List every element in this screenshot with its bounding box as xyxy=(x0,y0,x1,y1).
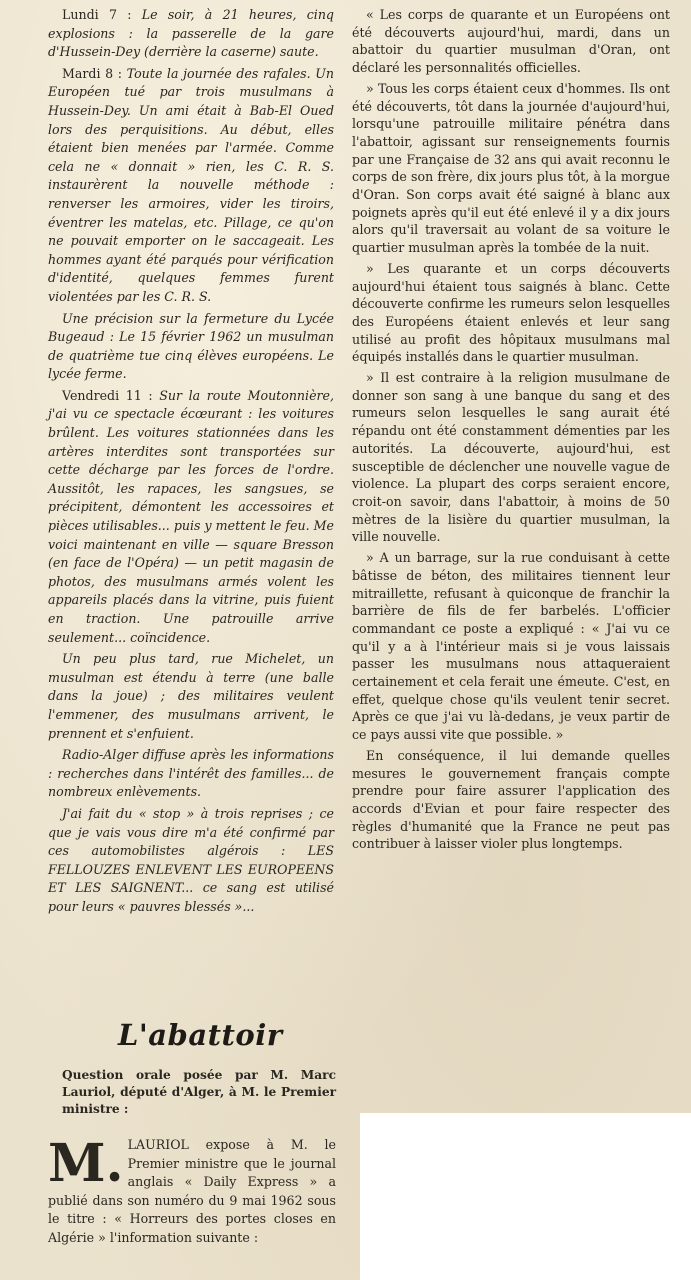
stop-paragraph xyxy=(48,805,334,917)
blank-area xyxy=(360,1113,691,1280)
diary-entry-vendredi xyxy=(48,387,334,647)
lycee-bugeaud-note xyxy=(48,310,334,384)
section-title: L'abattoir xyxy=(118,1018,283,1052)
entry-text: Le soir, à 21 heures, cinq explosions : la passerelle de la gare d'Hussein-Dey (derrière la caserne) saute. xyxy=(48,7,334,60)
entry-text: J'ai fait du « stop » à trois reprises ; ce que je vais vous dire m'a été confirmé par ces automobilistes algérois : LES FELLOUZES ENLEVENT LES EUROPEENS ET LES SAIGNENT... ce sang est utilisé pour leurs « pauvres blessés »... xyxy=(48,805,334,914)
diary-entry-mardi xyxy=(48,65,334,307)
entry-lead: Mardi 8 : xyxy=(62,65,127,81)
right-column xyxy=(352,6,670,856)
article-paragraph: » Les quarante et un corps découverts aujourd'hui étaient tous saignés à blanc. Cette découverte confirme les rumeurs selon lesquelles des Européens étaient enlevés et leur sang utilisé au profit des hôpitaux musulmans mal équipés installés dans le quartier musulman. xyxy=(352,260,670,365)
article-paragraph: » A un barrage, sur la rue conduisant à cette bâtisse de béton, des militaires tiennent leur mitraillette, refusant à quiconque de franchir la barrière de fils de fer barbelés. L'officier commandant ce poste a expliqué : « J'ai vu ce qu'il y a à l'intérieur mais si je vous laissais passer les musulmans nous attaqueraient certainement et cela ferait une émeute. C'est, en effet, quelque chose qu'ils veulent tenir secret. Après ce que j'ai vu là-dedans, je veux partir de ce pays aussi vite que possible. » xyxy=(352,550,670,743)
article-paragraph: « Les corps de quarante et un Européens ont été découverts aujourd'hui, mardi, dans un abattoir du quartier musulman d'Oran, ont déclaré les personnalités officielles. xyxy=(352,7,670,76)
entry-text: Toute la journée des rafales. Un Européen tué par trois musulmans à Hussein-Dey. Un ami était à Bab-El Oued lors des perquisitions. Au début, elles étaient bien menées par l'armée. Comme cela ne « donnait » rien, les C. R. S. instaurèrent la nouvelle méthode : renverser les armoires, vider les tiroirs, éventrer les matelas, etc. Pillage, ce qu'on ne pouvait emporter on le saccageait. Les hommes ayant été parqués pour vérification d'identité, quelques femmes furent violentées par les C. R. S. xyxy=(48,65,334,304)
article-paragraph: » Il est contraire à la religion musulmane de donner son sang à une banque du sang et des rumeurs selon lesquelles le sang aurait été répandu ont été constamment démenties par les autorités. La découverte, aujourd'hui, est susceptible de déclencher une nouvelle vague de violence. La plupart des corps seraient encore, croit-on savoir, dans l'abattoir, à moins de 50 mètres de la lisière du quartier musulman, la ville nouvelle. xyxy=(352,370,670,545)
entry-text: Une précision sur la fermeture du Lycée Bugeaud : Le 15 février 1962 un musulman de quatrième tue cinq élèves européens. Le lycée ferme. xyxy=(48,310,334,382)
question-intro: Question orale posée par M. Marc Lauriol, député d'Alger, à M. le Premier ministre : xyxy=(62,1068,336,1117)
opening-text: LAURIOL expose à M. le Premier ministre que le journal anglais « Daily Express » a publié dans son numéro du 9 mai 1962 sous le titre : « Horreurs des portes closes en Algérie » l'information suivante : xyxy=(48,1137,336,1245)
article-paragraph: » Tous les corps étaient ceux d'hommes. Ils ont été découverts, tôt dans la journée d'aujourd'hui, lorsqu'une patrouille militaire pénétra dans l'abattoir, agissant sur renseignements fournis par une Française de 32 ans qui avait reconnu le corps de son frère, dix jours plus tôt, à la morgue d'Oran. Son corps avait été saigné à blanc aux poignets après qu'il eut été enlevé il y a dix jours alors qu'il traversait au volant de sa voiture le quartier musulman après la tombée de la nuit. xyxy=(352,80,670,256)
rue-michelet-paragraph xyxy=(48,650,334,743)
entry-text: Sur la route Moutonnière, j'ai vu ce spectacle écœurant : les voitures brûlent. Les voitures stationnées dans les artères interdites sont transportées sur cette décharge par les forces de l'ordre. Aussitôt, les rapaces, les sangsues, se précipitent, démontent les accessoires et pièces utilisables... puis y mettent le feu. Me voici maintenant en ville — square Bresson (en face de l'Opéra) — un petit magasin de photos, des musulmans armés volent les appareils placés dans la vitrine, puis fuient en traction. Une patrouille arrive seulement... coïncidence. xyxy=(48,387,334,645)
conclusion-paragraph: En conséquence, il lui demande quelles mesures le gouvernement français compte prendre pour faire assurer l'application des accords d'Evian et pour faire respecter des règles d'humanité que la France ne peut pas contribuer à laisser violer plus longtemps. xyxy=(352,747,670,852)
entry-text: Radio-Alger diffuse après les informations : recherches dans l'intérêt des familles... de nombreux enlèvements. xyxy=(48,747,334,800)
entry-lead: Lundi 7 : xyxy=(62,7,142,22)
left-column xyxy=(48,6,334,920)
entry-text: Un peu plus tard, rue Michelet, un musulman est étendu à terre (une balle dans la joue) ; des militaires veulent l'emmener, des musulmans arrivent, le prennent et s'enfuient. xyxy=(48,651,334,741)
drop-cap: M. xyxy=(48,1133,124,1194)
opening-paragraph xyxy=(48,1133,336,1248)
diary-entry-lundi xyxy=(48,6,334,62)
entry-lead: Vendredi 11 : xyxy=(62,387,160,403)
radio-alger-paragraph xyxy=(48,746,334,802)
